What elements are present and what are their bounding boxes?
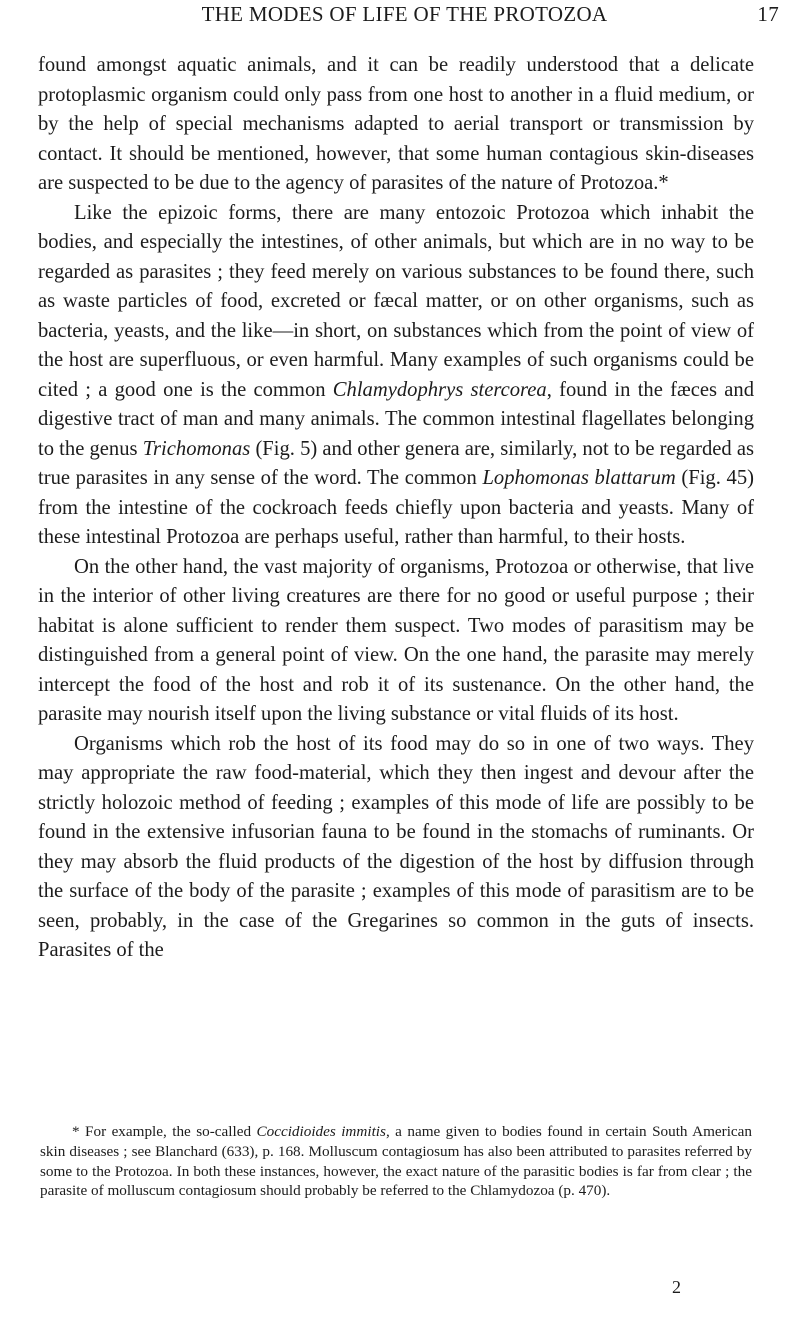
italic-term: Lophomonas blattarum (482, 467, 676, 489)
paragraph: On the other hand, the vast majority of organisms, Protozoa or otherwise, that live in the interior of other living creatures are there for no good or useful purpose ; their habitat is alone sufficient to render them suspect. Two modes of parasitism may be distinguished from a general point of view. On the one hand, the parasite may merely intercept the food of the host and rob it of its sustenance. On the other hand, the parasite may nourish itself upon the living substance or vital fluids of its host. (38, 555, 754, 725)
page-number: 17 (757, 2, 779, 26)
italic-term: Trichomonas (142, 437, 251, 460)
main-text (38, 51, 754, 966)
paragraph: found amongst aquatic animals, and it can be readily understood that a delicate protoplasmic organism could only pass from one host to another in a fluid medium, or by the help of special mechanisms adapted to aerial transport or transmission by contact. It should be mentioned, however, that some human contagious skin-diseases are suspected to be due to the agency of parasites of the nature of Protozoa.* (38, 54, 754, 194)
footnotes (40, 1122, 752, 1201)
running-title: THE MODES OF LIFE OF THE PROTOZOA (201, 2, 608, 26)
italic-term: Chlamydophrys stercorea (332, 378, 547, 401)
running-header (30, 2, 779, 32)
italic-term: Coccidioides immitis (256, 1123, 386, 1140)
footnote: * For example, the so-called Coccidioides immitis, a name given to bodies found in certain South American skin diseases ; see Blanchard (633), p. 168. Molluscum contagiosum has also been attributed to parasites referred by some to the Protozoa. In both these instances, however, the exact nature of the parasitic bodies is far from clear ; the parasite of molluscum contagiosum should probably be referred to the Chlamydozoa (p. 470). (40, 1123, 752, 1200)
paragraph: Like the epizoic forms, there are many entozoic Protozoa which inhabit the bodies, and especially the intestines, of other animals, but which are in no way to be regarded as parasites ; they feed merely on various substances to be found there, such as waste particles of food, excreted or fæcal matter, or on other organisms, such as bacteria, yeasts, and the like—in short, on substances which from the point of view of the host are superfluous, or even harmful. Many examples of such organisms could be cited ; a good one is the common Chlamydophrys stercorea, found in the fæces and digestive tract of man and many animals. The common intestinal flagellates belonging to the genus Trichomonas (Fig. 5) and other genera are, similarly, not to be regarded as true parasites in any sense of the word. The common Lophomonas blattarum (Fig. 45) from the intestine of the cockroach feeds chiefly upon bacteria and yeasts. Many of these intestinal Protozoa are perhaps useful, rather than harmful, to their hosts. (38, 201, 754, 548)
paragraph: Organisms which rob the host of its food may do so in one of two ways. They may appropriate the raw food-material, which they then ingest and devour after the strictly holozoic method of feeding ; examples of this mode of life are possibly to be found in the extensive infusorian fauna to be found in the stomachs of ruminants. Or they may absorb the fluid products of the digestion of the host by diffusion through the surface of the body of the parasite ; examples of this mode of parasitism are to be seen, probably, in the case of the Gregarines so common in the guts of insects. Parasites of the (38, 732, 754, 961)
signature-mark: 2 (672, 1277, 681, 1297)
